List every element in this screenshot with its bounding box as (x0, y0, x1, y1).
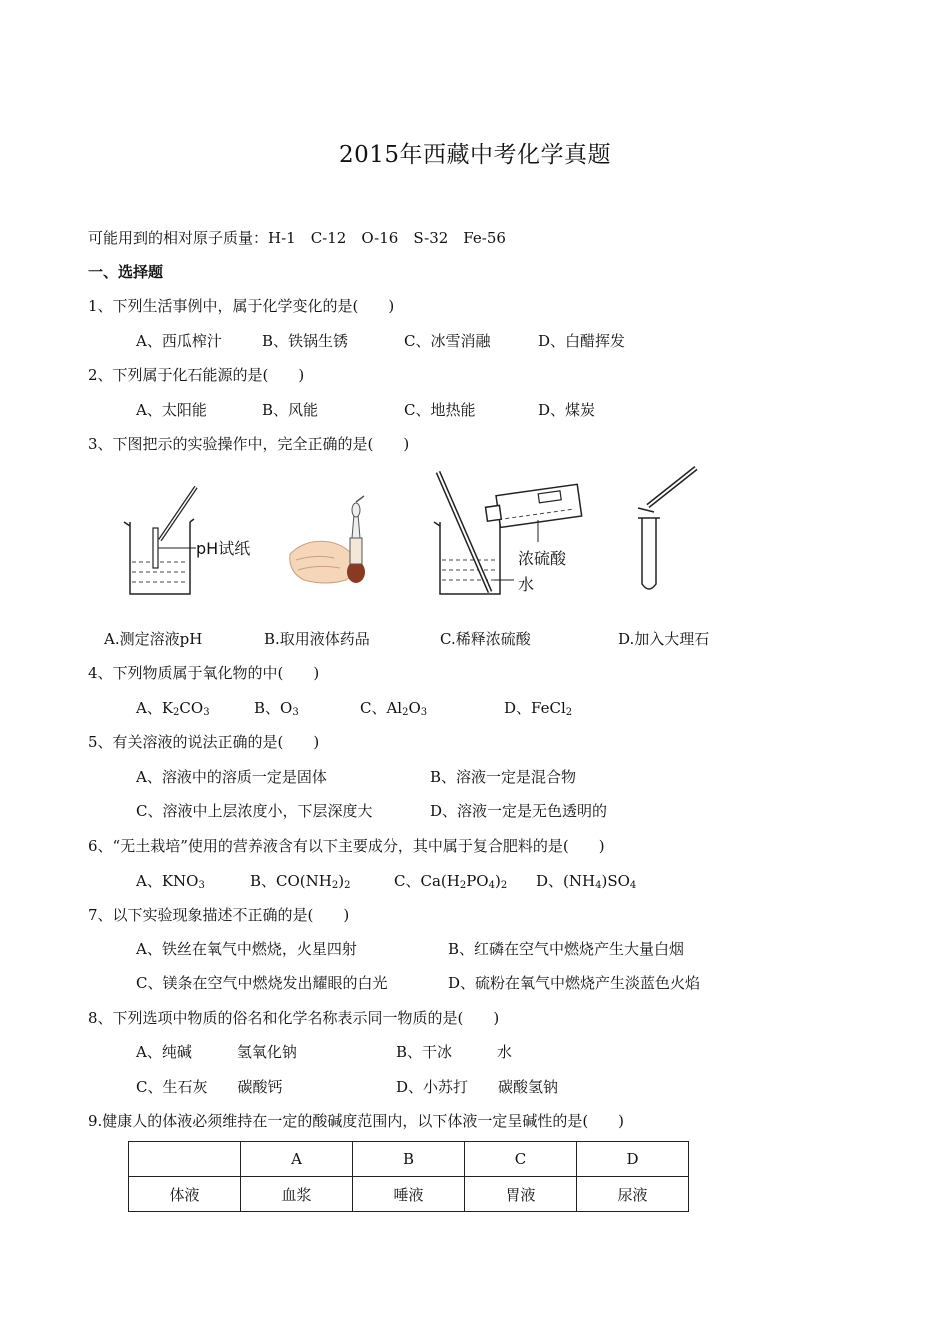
q6-option-b: B、$CO(NH_2)_2$ (250, 872, 351, 891)
table-cell: 体液 (129, 1177, 241, 1212)
atomic-mass-note: 可能用到的相对原子质量：H-1 C-12 O-16 S-32 Fe-56 (88, 229, 506, 247)
q1-option-a: A、西瓜榨汁 (136, 332, 222, 350)
table-cell: 尿液 (577, 1177, 689, 1212)
q7-option-d: D、硫粉在氧气中燃烧产生淡蓝色火焰 (448, 974, 701, 992)
q5-option-d: D、溶液一定是无色透明的 (430, 802, 608, 820)
table-row (129, 1177, 689, 1212)
q5-option-b: B、溶液一定是混合物 (430, 768, 577, 786)
q8-option-c: C、生石灰 碳酸钙 (136, 1078, 283, 1096)
dropper-hand-illustration (286, 462, 396, 592)
table-cell: A (241, 1142, 353, 1177)
q9-stem: 9.健康人的体液必须维持在一定的酸碱度范围内，以下体液一定呈碱性的是( ) (88, 1112, 625, 1130)
q3-stem: 3、下图把示的实验操作中，完全正确的是( ) (88, 435, 410, 453)
q1-stem: 1、下列生活事例中，属于化学变化的是( ) (88, 297, 395, 315)
water-label: 水 (518, 575, 535, 594)
table-cell: D (577, 1142, 689, 1177)
q4-option-b: B、$O_3$ (254, 699, 299, 718)
q2-option-d: D、煤炭 (538, 401, 596, 419)
q6-option-c: C、$Ca(H_2PO_4)_2$ (394, 872, 508, 891)
q9-table (128, 1141, 689, 1212)
table-header-row (129, 1142, 689, 1177)
q7-option-b: B、红磷在空气中燃烧产生大量白烟 (448, 940, 685, 958)
page-title: 2015年西藏中考化学真题 (338, 142, 612, 168)
q7-stem: 7、以下实验现象描述不正确的是( ) (88, 906, 350, 924)
beaker-ph-illustration (118, 462, 278, 602)
table-cell: B (353, 1142, 465, 1177)
q3-option-b: B.取用液体药品 (264, 630, 370, 648)
ph-paper-label: pH试纸 (196, 539, 251, 558)
q8-option-b: B、干冰 水 (396, 1043, 513, 1061)
q4-option-a: A、$K_2CO_3$ (136, 699, 210, 718)
q6-option-d: D、$(NH_4)SO_4$ (536, 872, 637, 891)
q1-option-c: C、冰雪消融 (404, 332, 491, 350)
q6-option-a: A、$KNO_3$ (136, 872, 205, 891)
table-cell: 唾液 (353, 1177, 465, 1212)
acid-label: 浓硫酸 (518, 549, 567, 568)
test-tube-illustration (620, 462, 710, 602)
table-cell: 胃液 (465, 1177, 577, 1212)
q4-option-c: C、$Al_2O_3$ (360, 699, 428, 718)
q6-stem: 6、“无土栽培”使用的营养液含有以下主要成分，其中属于复合肥料的是( ) (88, 837, 605, 855)
q2-option-a: A、太阳能 (136, 401, 207, 419)
q3-option-c: C.稀释浓硫酸 (440, 630, 531, 648)
q7-option-a: A、铁丝在氧气中燃烧，火星四射 (136, 940, 357, 958)
q5-option-a: A、溶液中的溶质一定是固体 (136, 768, 327, 786)
q4-stem: 4、下列物质属于氧化物的中( ) (88, 664, 320, 682)
q4-option-d: D、FeCl$_2$ (504, 699, 573, 718)
dilute-acid-illustration (428, 462, 588, 602)
q2-option-c: C、地热能 (404, 401, 476, 419)
section-heading: 一、选择题 (88, 263, 164, 281)
table-cell (129, 1142, 241, 1177)
q8-option-a: A、纯碱 氢氧化钠 (136, 1043, 297, 1061)
q1-option-d: D、白醋挥发 (538, 332, 626, 350)
q1-option-b: B、铁锅生锈 (262, 332, 349, 350)
q3-option-d: D.加入大理石 (618, 630, 710, 648)
q8-stem: 8、下列选项中物质的俗名和化学名称表示同一物质的是( ) (88, 1009, 500, 1027)
q5-stem: 5、有关溶液的说法正确的是( ) (88, 733, 320, 751)
table-cell: C (465, 1142, 577, 1177)
q7-option-c: C、镁条在空气中燃烧发出耀眼的白光 (136, 974, 388, 992)
table-cell: 血浆 (241, 1177, 353, 1212)
q2-stem: 2、下列属于化石能源的是( ) (88, 366, 305, 384)
q2-option-b: B、风能 (262, 401, 319, 419)
q8-option-d: D、小苏打 碳酸氢钠 (396, 1078, 559, 1096)
q3-option-a: A.测定溶液pH (104, 630, 203, 648)
q5-option-c: C、溶液中上层浓度小，下层深度大 (136, 802, 373, 820)
